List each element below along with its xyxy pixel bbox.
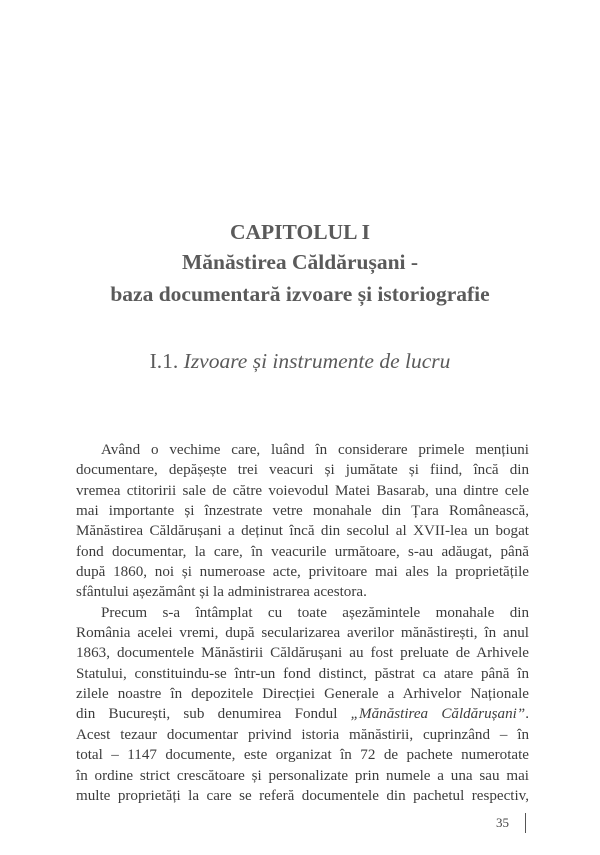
chapter-subtitle-line-1: Mănăstirea Căldărușani -: [181, 250, 419, 274]
text-line: România acelei vremi, după secularizarea averilor mănăstirești, în anul: [76, 625, 529, 642]
fund-name-italic: „Mănăstirea Căldărușani”: [350, 706, 526, 723]
text-line: documentare, depășește trei veacuri și jumătate și fiind, încă din: [76, 462, 529, 479]
chapter-subtitle-line-2: baza documentară izvoare și istoriografie: [110, 282, 490, 306]
text-line: 1863, documentele Mănăstirii Căldărușani au fost preluate de Arhivele: [76, 645, 529, 662]
text-line: Precum s-a întâmplat cu toate așezămintele monahale din: [101, 604, 529, 621]
paragraph-2: [76, 603, 529, 806]
text-segment: din București, sub denumirea Fondul: [76, 706, 351, 723]
text-line: total – 1147 documente, este organizat în 72 de pachete numerotate: [76, 747, 529, 764]
section-number: I.1.: [149, 349, 179, 373]
text-line: fond documentar, la care, în veacurile următoare, s-au adăugat, până: [76, 543, 529, 560]
section-heading: [0, 347, 600, 375]
chapter-heading: [0, 218, 600, 310]
section-title: Izvoare și instrumente de lucru: [183, 349, 451, 373]
text-line: Statului, constituindu-se într-un fond distinct, păstrat ca atare până în: [76, 665, 529, 682]
text-line: în ordine strict crescătoare și personalizate prin numele a una sau mai: [76, 767, 529, 784]
text-line: mai importante și înzestrate vetre monahale din Țara Românească,: [76, 503, 529, 520]
text-line: zilele noastre în depozitele Direcției Generale a Arhivelor Naționale: [76, 686, 529, 703]
footer-divider: [525, 813, 526, 833]
text-line: multe proprietăți la care se referă documentele din pachetul respectiv,: [76, 787, 529, 804]
text-segment: .: [525, 706, 529, 723]
page-number: 35: [496, 815, 509, 830]
text-line-mixed: [76, 704, 529, 724]
body-text: [76, 440, 529, 806]
text-line: vremea ctitoririi sale de către voievodul Matei Basarab, una dintre cele: [76, 482, 529, 499]
paragraph-1: [76, 440, 529, 603]
text-line: după 1860, noi și numeroase acte, privitoare mai ales la proprietățile: [76, 564, 529, 581]
text-line: Având o vechime care, luând în considerare primele mențiuni: [101, 442, 529, 458]
chapter-title: CAPITOLUL I: [230, 220, 370, 244]
page-footer: [0, 813, 600, 835]
text-line: sfântului așezământ și la administrarea acestora.: [76, 584, 367, 601]
text-line: Acest tezaur documentar privind istoria mănăstirii, cuprinzând – în: [76, 726, 529, 743]
text-line: Mănăstirea Căldărușani a deținut încă din secolul al XVII-lea un bogat: [76, 523, 529, 540]
